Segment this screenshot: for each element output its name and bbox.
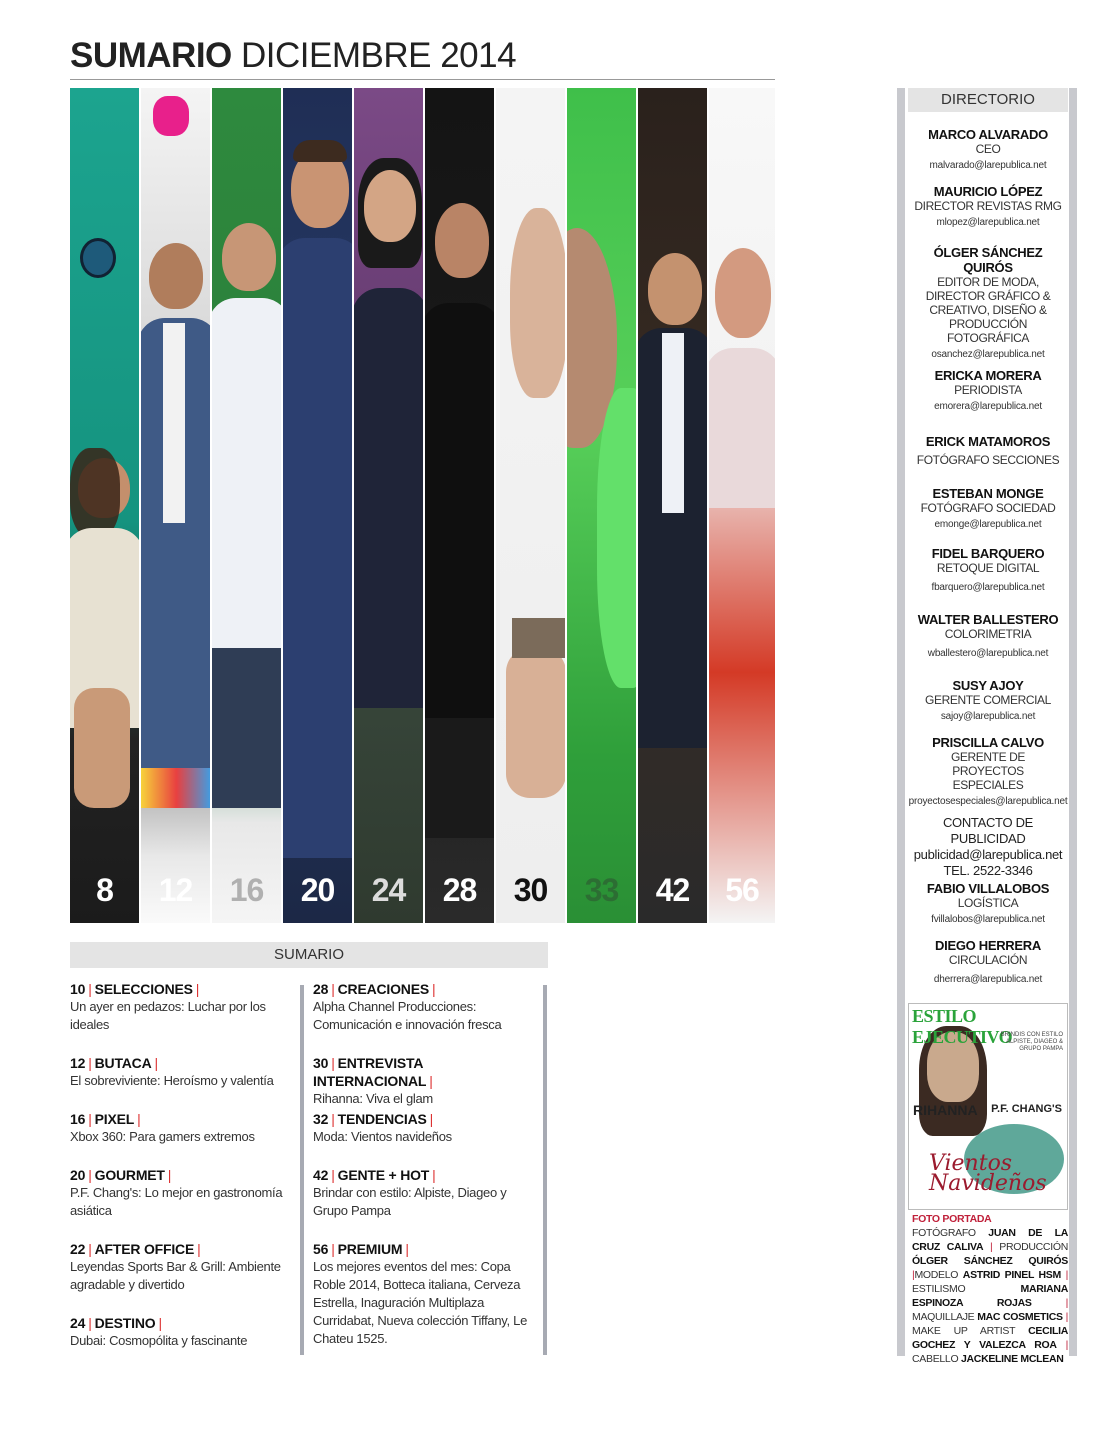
staff-email[interactable]: emorera@larepublica.net: [934, 401, 1042, 412]
staff-name: MARCO ALVARADO: [928, 127, 1048, 142]
staff-email[interactable]: fbarquero@larepublica.net: [931, 582, 1045, 593]
person-body: [709, 348, 775, 508]
credit-value: CECILIA GOCHEZ Y VALEZCA ROA: [912, 1325, 1068, 1351]
credit-value: JUAN DE LA CRUZ CALIVA: [912, 1227, 1068, 1253]
strip-2[interactable]: [141, 88, 212, 923]
staff-role: COLORIMETRIA: [944, 627, 1032, 641]
strip-9[interactable]: [638, 88, 709, 923]
toc-item[interactable]: 24 | DESTINO | Dubai: Cosmopólita y fascinante: [70, 1314, 290, 1350]
staff-entry: [908, 612, 1068, 660]
column-divider: [300, 985, 304, 1355]
cover-masthead: ESTILO EJECUTIVO: [912, 1006, 1013, 1047]
staff-entry: [908, 245, 1068, 361]
toc-section: TENDENCIAS: [337, 1111, 427, 1127]
strip-1[interactable]: [70, 88, 141, 923]
toc-page: 10: [70, 981, 86, 997]
staff-email[interactable]: dherrera@larepublica.net: [933, 974, 1043, 985]
toc-section: GOURMET: [94, 1167, 165, 1183]
toc-page: 32: [313, 1111, 329, 1127]
staff-name: MAURICIO LÓPEZ: [933, 184, 1043, 199]
person-head: [149, 243, 203, 309]
person-body: [354, 288, 425, 708]
toc-section: GENTE + HOT: [337, 1167, 430, 1183]
credits-heading: FOTO PORTADA: [912, 1213, 992, 1225]
credit-label: CABELLO: [912, 1353, 959, 1365]
ribbon-decor: [141, 768, 212, 808]
staff-name: ERICKA MORERA: [934, 368, 1042, 383]
credit-value: JACKELINE MCLEAN: [960, 1353, 1064, 1365]
toc-item[interactable]: 56 | PREMIUM | Los mejores eventos del mes: Copa Roble 2014, Botteca italiana, Cerveza Estrella, Inaguración Multiplaza Curridabat, Nueva colección Tiffany, Le Chateu 1525.: [313, 1241, 527, 1346]
staff-role: LOGÍSTICA: [957, 896, 1019, 910]
toc-text: El sobreviviente: Heroísmo y valentía: [70, 1073, 274, 1088]
toc-section: ENTREVISTA INTERNACIONAL: [313, 1055, 427, 1089]
person-head: [222, 223, 276, 291]
title-date: DICIEMBRE 2014: [241, 36, 517, 75]
staff-name: ERICK MATAMOROS: [925, 434, 1051, 449]
staff-entry: [908, 486, 1068, 531]
toc-section: SELECCIONES: [94, 981, 193, 997]
credit-value: ASTRID PINEL HSM: [962, 1269, 1061, 1281]
staff-name: DIEGO HERRERA: [935, 938, 1041, 953]
staff-role: CEO: [975, 142, 1001, 156]
strip-7[interactable]: [496, 88, 567, 923]
sumario-heading: SUMARIO: [70, 942, 548, 968]
staff-entry: [908, 881, 1068, 926]
strip-number: 33: [584, 872, 619, 908]
staff-name: SUSY AJOY: [952, 678, 1024, 693]
staff-entry: [908, 184, 1068, 229]
credit-value: MAC COSMETICS: [977, 1311, 1063, 1323]
person-body: [212, 298, 283, 658]
toc-text: Xbox 360: Para gamers extremos: [70, 1129, 255, 1144]
toc-text: Brindar con estilo: Alpiste, Diageo y Grupo Pampa: [313, 1185, 507, 1218]
staff-name: FABIO VILLALOBOS: [926, 881, 1050, 896]
toc-page: 30: [313, 1055, 329, 1071]
strip-number: 16: [229, 872, 264, 908]
cover-feature: RIHANNA: [913, 1102, 978, 1118]
staff-role: GERENTE DE PROYECTOS ESPECIALES: [950, 750, 1025, 792]
staff-entry: [908, 678, 1068, 723]
toc-section: BUTACA: [94, 1055, 152, 1071]
credit-value: ÓLGER SÁNCHEZ QUIRÓS: [912, 1255, 1068, 1267]
toc-page: 12: [70, 1055, 86, 1071]
staff-name: WALTER BALLESTERO: [917, 612, 1059, 627]
credit-label: PRODUCCIÓN: [999, 1241, 1068, 1253]
staff-role: DIRECTOR REVISTAS RMG: [914, 199, 1062, 213]
toc-section: PIXEL: [94, 1111, 135, 1127]
staff-email[interactable]: osanchez@larepublica.net: [931, 349, 1045, 360]
toc-page: 20: [70, 1167, 86, 1183]
person-body: [283, 238, 354, 858]
contact-email[interactable]: publicidad@larepublica.net: [913, 847, 1063, 862]
toc-item[interactable]: 10 | SELECCIONES | Un ayer en pedazos: Luchar por los ideales: [70, 980, 290, 1034]
column-divider-right: [543, 985, 547, 1355]
decor-figure: [153, 96, 189, 136]
toc-text: P.F. Chang's: Lo mejor en gastronomía asiática: [70, 1185, 283, 1218]
credit-value: MARIANA ESPINOZA ROJAS: [912, 1283, 1068, 1309]
staff-entry: [908, 127, 1068, 172]
cover-thumbnail[interactable]: [908, 1003, 1068, 1210]
strip-number: 24: [371, 872, 406, 908]
toc-section: AFTER OFFICE: [94, 1241, 195, 1257]
staff-role: PERIODISTA: [954, 383, 1022, 397]
strip-number: 28: [442, 872, 477, 908]
cover-script: Vientos Navideños: [929, 1151, 1047, 1196]
staff-entry: [908, 546, 1068, 594]
photo-strips: [70, 88, 775, 923]
strip-6[interactable]: [425, 88, 496, 923]
toc-text: Moda: Vientos navideños: [313, 1129, 452, 1144]
staff-entry: [908, 368, 1068, 413]
toc-text: Leyendas Sports Bar & Grill: Ambiente agradable y divertido: [70, 1259, 281, 1292]
toc-item[interactable]: 28 | CREACIONES | Alpha Channel Producciones: Comunicación e innovación fresca: [313, 980, 538, 1034]
staff-entry: [908, 938, 1068, 986]
green-hair: [597, 388, 638, 688]
person-head: [648, 253, 702, 325]
strip-number: 20: [300, 872, 335, 908]
staff-email[interactable]: fvillalobos@larepublica.net: [931, 914, 1045, 925]
staff-email[interactable]: mlopez@larepublica.net: [936, 217, 1040, 228]
toc-item[interactable]: 12 | BUTACA | El sobreviviente: Heroísmo y valentía: [70, 1054, 290, 1090]
toc-text: Dubai: Cosmopólita y fascinante: [70, 1333, 248, 1348]
toc-section: CREACIONES: [337, 981, 429, 997]
credit-label: ESTILISMO: [912, 1283, 966, 1295]
cover-feature-2: P.F. CHANG'S: [991, 1103, 1062, 1115]
cover-tagline: BRINDIS CON ESTILO ALPISTE, DIAGEO & GRUPO PAMPA: [1000, 1032, 1063, 1052]
staff-name: ÓLGER SÁNCHEZ QUIRÓS: [933, 245, 1043, 275]
strip-4[interactable]: [283, 88, 354, 923]
person-head: [364, 170, 416, 242]
person-head: [435, 203, 489, 278]
person-hair: [293, 140, 347, 162]
clock-icon: [80, 238, 116, 278]
staff-role: RETOQUE DIGITAL: [936, 561, 1040, 575]
toc-item[interactable]: 32 | TENDENCIAS | Moda: Vientos navideños: [313, 1110, 538, 1146]
strip-3[interactable]: [212, 88, 283, 923]
credit-label: FOTÓGRAFO: [912, 1227, 976, 1239]
belt: [512, 618, 567, 658]
person-arm: [506, 648, 566, 798]
toc-item[interactable]: 16 | PIXEL | Xbox 360: Para gamers extremos: [70, 1110, 290, 1146]
toc-text: Alpha Channel Producciones: Comunicación e innovación fresca: [313, 999, 502, 1032]
title-rule: [70, 79, 775, 80]
staff-name: FIDEL BARQUERO: [931, 546, 1045, 561]
toc-page: 56: [313, 1241, 329, 1257]
staff-name: PRISCILLA CALVO: [932, 735, 1044, 750]
strip-8[interactable]: [567, 88, 638, 923]
credit-label: MODELO: [914, 1269, 959, 1281]
strip-10[interactable]: [709, 88, 775, 923]
strip-5[interactable]: [354, 88, 425, 923]
toc-section: PREMIUM: [337, 1241, 403, 1257]
staff-role: EDITOR DE MODA, DIRECTOR GRÁFICO & CREATIVO, DISEÑO & PRODUCCIÓN FOTOGRÁFICA: [925, 275, 1051, 345]
toc-text: Un ayer en pedazos: Luchar por los ideales: [70, 999, 266, 1032]
contact-phone: TEL. 2522-3346: [943, 863, 1033, 878]
strip-number: 42: [655, 872, 690, 908]
pants: [425, 718, 496, 838]
staff-email[interactable]: proyectosespeciales@larepublica.net: [908, 796, 1068, 807]
directorio-heading: DIRECTORIO: [908, 88, 1068, 112]
pants: [212, 648, 283, 808]
toc-page: 24: [70, 1315, 86, 1331]
toc-text: Los mejores eventos del mes: Copa Roble 2014, Botteca italiana, Cerveza Estrella, Inaguración Multiplaza Curridabat, Nueva colección Tiffany, Le Chateu 1525.: [313, 1259, 527, 1346]
person-head: [715, 248, 771, 338]
staff-entry: [908, 434, 1068, 467]
credit-label: MAQUILLAJE: [912, 1311, 975, 1323]
shirt: [662, 333, 684, 513]
strip-number: 8: [96, 872, 113, 908]
staff-email[interactable]: malvarado@larepublica.net: [929, 160, 1047, 171]
person-body: [425, 303, 496, 723]
staff-email[interactable]: emonge@larepublica.net: [934, 519, 1042, 530]
staff-role: FOTÓGRAFO SOCIEDAD: [920, 501, 1056, 515]
contact-label: CONTACTO DE PUBLICIDAD: [942, 815, 1034, 846]
staff-email[interactable]: sajoy@larepublica.net: [940, 711, 1036, 722]
strip-number: 30: [513, 872, 548, 908]
advertising-contact: [908, 815, 1068, 879]
toc-text: Rihanna: Viva el glam: [313, 1091, 433, 1106]
staff-email[interactable]: wballestero@larepublica.net: [927, 648, 1049, 659]
toc-item[interactable]: 30 | ENTREVISTA INTERNACIONAL | Rihanna: Viva el glam: [313, 1054, 543, 1108]
toc-page: 22: [70, 1241, 86, 1257]
toc-page: 28: [313, 981, 329, 997]
strip-number: 56: [725, 872, 759, 908]
staff-name: ESTEBAN MONGE: [932, 486, 1044, 501]
page-title: [70, 36, 516, 76]
person-hair: [70, 448, 120, 538]
person-head: [510, 208, 567, 398]
toc-page: 16: [70, 1111, 86, 1127]
staff-role: CIRCULACIÓN: [948, 953, 1028, 967]
staff-entry: [908, 735, 1068, 808]
toc-item[interactable]: 42 | GENTE + HOT | Brindar con estilo: Alpiste, Diageo y Grupo Pampa: [313, 1166, 523, 1220]
staff-role: FOTÓGRAFO SECCIONES: [916, 453, 1060, 467]
toc-item[interactable]: 20 | GOURMET | P.F. Chang's: Lo mejor en gastronomía asiática: [70, 1166, 290, 1220]
title-bold: SUMARIO: [70, 36, 232, 75]
toc-section: DESTINO: [94, 1315, 156, 1331]
toc-item[interactable]: 22 | AFTER OFFICE | Leyendas Sports Bar & Grill: Ambiente agradable y divertido: [70, 1240, 290, 1294]
cover-credits: FOTO PORTADA FOTÓGRAFO JUAN DE LA CRUZ CALIVA | PRODUCCIÓN ÓLGER SÁNCHEZ QUIRÓS |MODELO ASTRID PINEL HSM | ESTILISMO MARIANA ESPINOZA ROJAS | MAQUILLAJE MAC COSMETICS | MAKE UP ARTIST CECILIA GOCHEZ Y VALEZCA ROA | CABELLO JACKELINE MCLEAN: [912, 1213, 1069, 1365]
strip-number: 12: [158, 872, 193, 908]
toc-page: 42: [313, 1167, 329, 1183]
credit-label: MAKE UP ARTIST: [912, 1325, 1016, 1337]
shirt: [163, 323, 185, 523]
staff-role: GERENTE COMERCIAL: [925, 693, 1051, 707]
person-legs: [74, 688, 130, 808]
